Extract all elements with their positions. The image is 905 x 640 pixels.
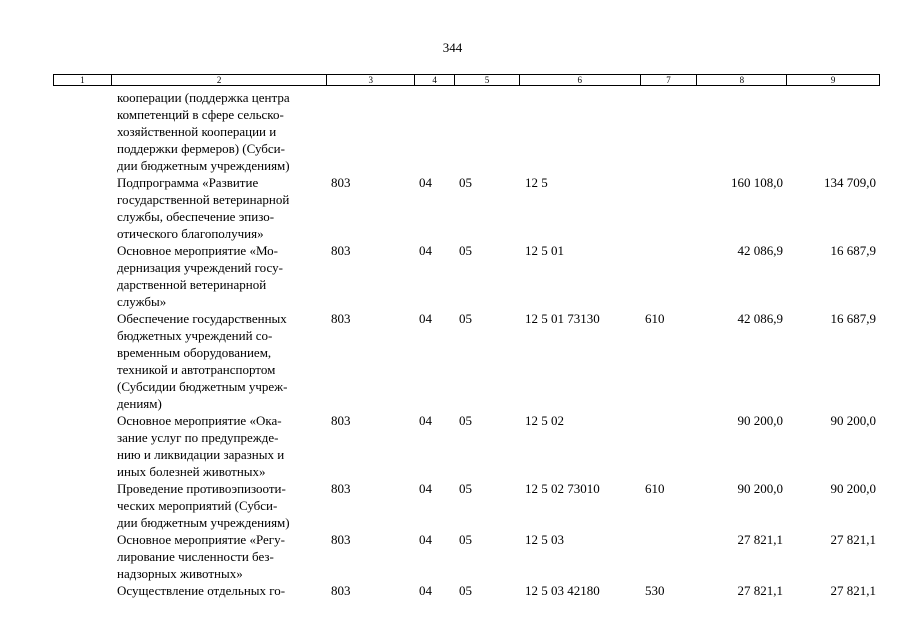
cell-col-1: [53, 242, 111, 310]
cell-col-1: [53, 89, 111, 174]
cell-c6: 12 5 03: [525, 532, 564, 547]
cell-c3: 803: [331, 243, 351, 258]
cell-c4: 04: [419, 413, 432, 428]
item-name-line: Осуществление отдельных го-: [117, 583, 286, 598]
cell-c7: [641, 174, 698, 242]
cell-c3: 803: [331, 175, 351, 190]
table-row: [53, 310, 880, 412]
cell-c7: [641, 531, 698, 582]
cell-c8: 160 108,0: [731, 175, 783, 190]
cell-c9: 90 200,0: [830, 413, 876, 428]
cell-c7: [641, 89, 698, 174]
cell-c3: 803: [331, 311, 351, 326]
cell-col-1: [53, 174, 111, 242]
item-name-line: лирование численности без-: [117, 549, 274, 564]
cell-item-name: [111, 242, 327, 310]
header-cell-1: 1: [54, 75, 112, 85]
item-name-line: кооперации (поддержка центра: [117, 90, 290, 105]
cell-c4: 04: [419, 532, 432, 547]
header-cell-4: 4: [415, 75, 455, 85]
cell-c5: 05: [459, 532, 472, 547]
cell-c5: [455, 89, 520, 174]
item-name-line: бюджетных учреждений со-: [117, 328, 273, 343]
item-name-line: надзорных животных»: [117, 566, 243, 581]
cell-item-name: [111, 174, 327, 242]
page-number: 344: [442, 40, 463, 55]
item-name-line: отического благополучия»: [117, 226, 264, 241]
cell-c6: 12 5 02 73010: [525, 481, 600, 496]
item-name-line: временным оборудованием,: [117, 345, 272, 360]
cell-c7: [641, 242, 698, 310]
cell-c8: 27 821,1: [737, 583, 783, 598]
item-name-line: ческих мероприятий (Субси-: [117, 498, 278, 513]
cell-item-name: [111, 531, 327, 582]
cell-c9: 16 687,9: [830, 311, 876, 326]
cell-item-name: [111, 582, 327, 599]
cell-c6: 12 5 02: [525, 413, 564, 428]
cell-c5: 05: [459, 413, 472, 428]
cell-c9: 27 821,1: [830, 532, 876, 547]
cell-col-1: [53, 480, 111, 531]
item-name-line: хозяйственной кооперации и: [117, 124, 277, 139]
cell-c4: [415, 89, 455, 174]
item-name-line: поддержки фермеров) (Субси-: [117, 141, 285, 156]
header-cell-8: 8: [697, 75, 787, 85]
cell-c7: 610: [645, 311, 665, 326]
item-name-line: техникой и автотранспортом: [117, 362, 276, 377]
header-cell-2: 2: [112, 75, 327, 85]
cell-item-name: [111, 310, 327, 412]
cell-item-name: [111, 480, 327, 531]
cell-c3: [327, 89, 415, 174]
header-cell-7: 7: [641, 75, 698, 85]
cell-c8: 42 086,9: [737, 311, 783, 326]
cell-col-1: [53, 531, 111, 582]
table-row: [53, 89, 880, 174]
cell-c3: 803: [331, 481, 351, 496]
cell-c6: 12 5: [525, 175, 548, 190]
item-name-line: нию и ликвидации заразных и: [117, 447, 285, 462]
item-name-line: компетенций в сфере сельско-: [117, 107, 284, 122]
cell-c4: 04: [419, 175, 432, 190]
cell-c4: 04: [419, 243, 432, 258]
cell-c4: 04: [419, 481, 432, 496]
item-name-line: дернизация учреждений госу-: [117, 260, 283, 275]
item-name-line: Основное мероприятие «Ока-: [117, 413, 282, 428]
header-cell-9: 9: [830, 75, 836, 85]
cell-item-name: [111, 412, 327, 480]
cell-c8: 90 200,0: [737, 413, 783, 428]
item-name-line: дии бюджетным учреждениям): [117, 515, 290, 530]
item-name-line: иных болезней животных»: [117, 464, 266, 479]
cell-c3: 803: [331, 583, 351, 598]
item-name-line: Основное мероприятие «Мо-: [117, 243, 279, 258]
item-name-line: дарственной ветеринарной: [117, 277, 267, 292]
cell-c3: 803: [331, 532, 351, 547]
cell-c9: 27 821,1: [830, 583, 876, 598]
cell-c5: 05: [459, 583, 472, 598]
item-name-line: Подпрограмма «Развитие: [117, 175, 259, 190]
table-row: [53, 242, 880, 310]
item-name-line: государственной ветеринарной: [117, 192, 290, 207]
table-row: [53, 531, 880, 582]
header-cell-3: 3: [327, 75, 415, 85]
cell-c8: 42 086,9: [737, 243, 783, 258]
cell-c5: 05: [459, 481, 472, 496]
cell-c4: 04: [419, 311, 432, 326]
cell-c5: 05: [459, 243, 472, 258]
table-row: [53, 412, 880, 480]
cell-c8: 27 821,1: [737, 532, 783, 547]
cell-c6: 12 5 01 73130: [525, 311, 600, 326]
item-name-line: Проведение противоэпизооти-: [117, 481, 286, 496]
item-name-line: Обеспечение государственных: [117, 311, 287, 326]
cell-c5: 05: [459, 311, 472, 326]
cell-c8: 90 200,0: [737, 481, 783, 496]
table-row: [53, 480, 880, 531]
item-name-line: Основное мероприятие «Регу-: [117, 532, 285, 547]
cell-c9: [788, 89, 880, 174]
cell-c6: [520, 89, 641, 174]
cell-c8: [698, 89, 788, 174]
cell-c9: 16 687,9: [830, 243, 876, 258]
cell-c7: 610: [645, 481, 665, 496]
cell-col-1: [53, 412, 111, 480]
item-name-line: зание услуг по предупрежде-: [117, 430, 279, 445]
cell-c6: 12 5 03 42180: [525, 583, 600, 598]
cell-c9: 90 200,0: [830, 481, 876, 496]
cell-c3: 803: [331, 413, 351, 428]
table-header: [53, 74, 880, 86]
cell-c5: 05: [459, 175, 472, 190]
cell-item-name: [111, 89, 327, 174]
cell-c9: 134 709,0: [824, 175, 876, 190]
cell-col-1: [53, 310, 111, 412]
table-row: [53, 582, 880, 599]
item-name-line: дии бюджетным учреждениям): [117, 158, 290, 173]
table-body: [53, 89, 880, 599]
item-name-line: службы, обеспечение эпизо-: [117, 209, 275, 224]
cell-c4: 04: [419, 583, 432, 598]
cell-c7: [641, 412, 698, 480]
item-name-line: дениям): [117, 396, 162, 411]
cell-c6: 12 5 01: [525, 243, 564, 258]
cell-col-1: [53, 582, 111, 599]
header-cell-5: 5: [455, 75, 520, 85]
item-name-line: (Субсидии бюджетным учреж-: [117, 379, 288, 394]
table-row: [53, 174, 880, 242]
cell-c7: 530: [645, 583, 665, 598]
item-name-line: службы»: [117, 294, 167, 309]
header-cell-6: 6: [520, 75, 641, 85]
